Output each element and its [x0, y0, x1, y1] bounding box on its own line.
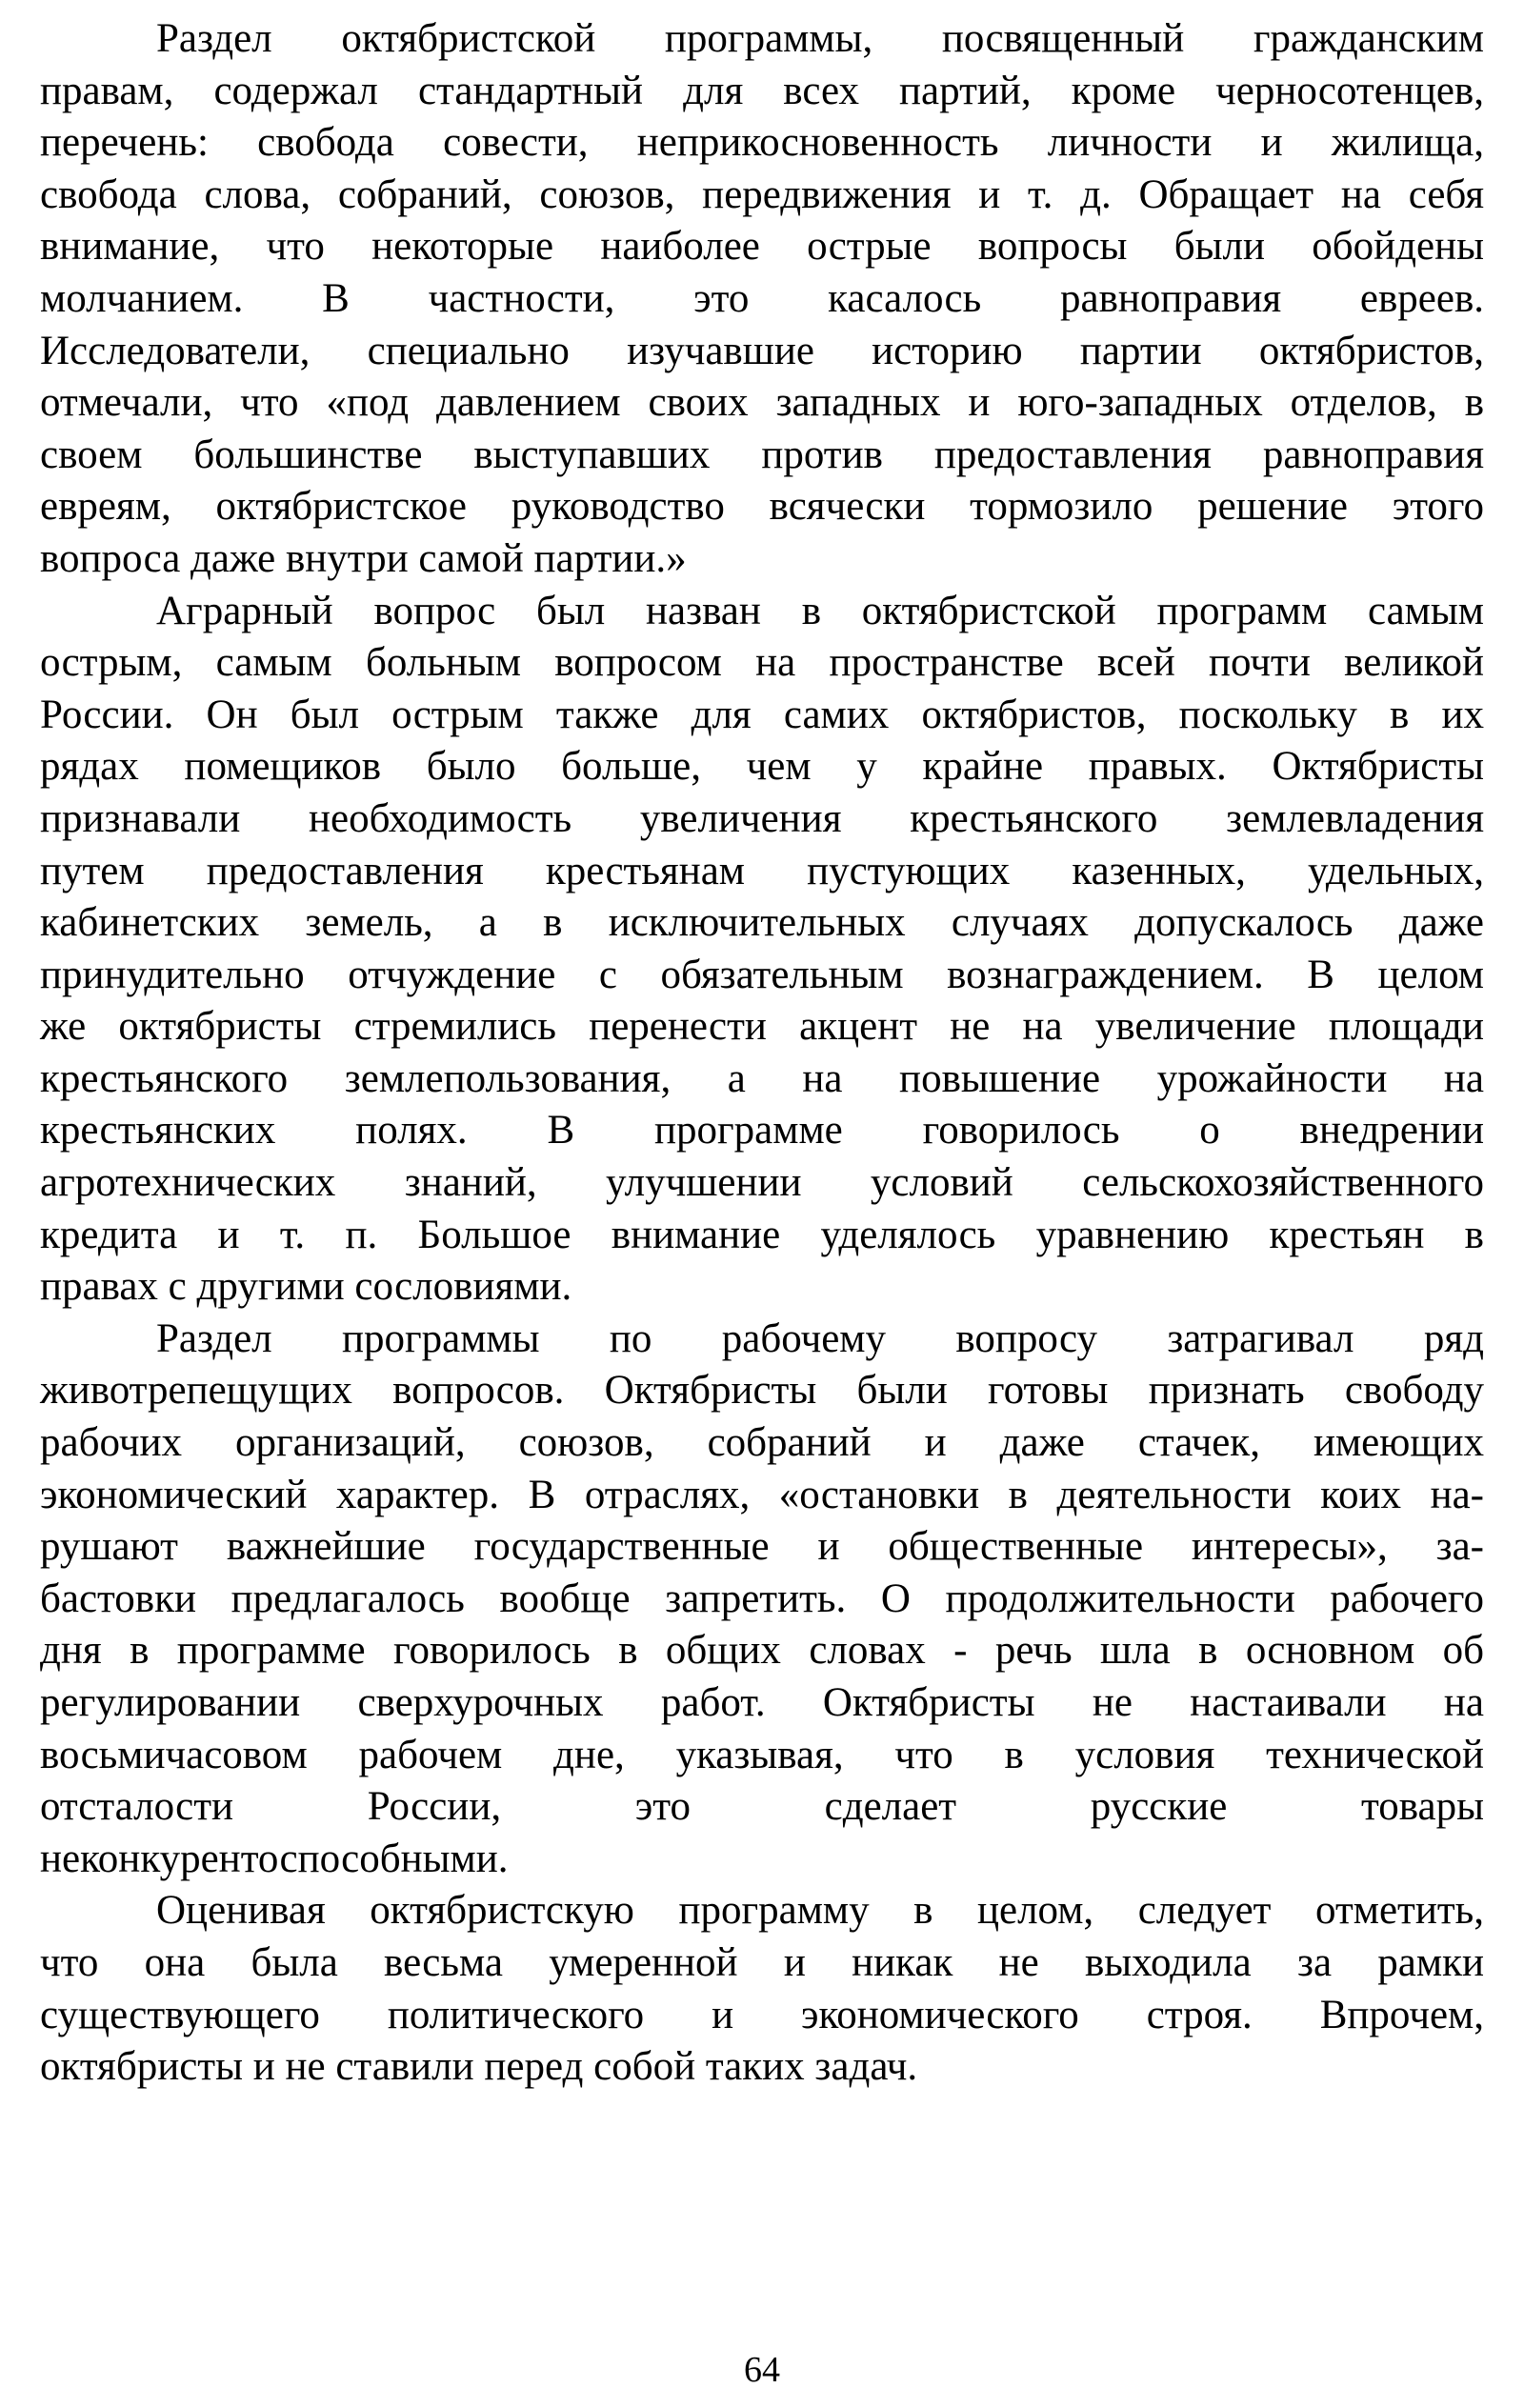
text-line: Раздел программы по рабочему вопросу затрагивал ряд — [156, 1315, 1484, 1361]
page-body — [40, 13, 1484, 2094]
paragraphs — [40, 13, 1484, 2094]
paragraph — [40, 1314, 1484, 1886]
text-line: рушают важнейшие государственные и общественные интересы», за- — [40, 1524, 1484, 1570]
text-line: рабочих организаций, союзов, собраний и даже стачек, имеющих — [40, 1420, 1484, 1466]
text-line: внимание, что некоторые наиболее острые вопросы были обойдены — [40, 224, 1484, 270]
page-number: 64 — [744, 2350, 780, 2390]
text-line: бастовки предлагалось вообще запретить. О продолжительности рабочего — [40, 1575, 1484, 1621]
text-line: молчанием. В частности, это касалось равноправия евреев. — [40, 275, 1484, 321]
text-line: октябристы и не ставили перед собой таких задач. — [40, 2044, 918, 2090]
text-line: крестьянских полях. В программе говорилось о внедрении — [40, 1108, 1484, 1154]
text-line: России. Он был острым также для самих октябристов, поскольку в их — [40, 692, 1484, 737]
text-line: животрепещущих вопросов. Октябристы были готовы признать свободу — [40, 1368, 1484, 1414]
text-line: кредита и т. п. Большое внимание уделялось уравнению крестьян в — [40, 1212, 1484, 1257]
text-line: своем большинстве выступавших против предоставления равноправия — [40, 431, 1484, 477]
paragraph — [40, 1885, 1484, 2093]
paragraph — [40, 13, 1484, 586]
text-line: неконкурентоспособными. — [40, 1836, 509, 1881]
text-line: правах с другими сословиями. — [40, 1264, 572, 1310]
text-line: путем предоставления крестьянам пустующих казенных, удельных, — [40, 848, 1484, 893]
paragraph — [40, 586, 1484, 1314]
text-line: вопроса даже внутри самой партии.» — [40, 535, 687, 581]
text-line: признавали необходимость увеличения крестьянского землевладения — [40, 795, 1484, 841]
text-line: кабинетских земель, а в исключительных случаях допускалось даже — [40, 900, 1484, 946]
text-line: перечень: свобода совести, неприкосновенность личности и жилища, — [40, 120, 1484, 166]
text-line: Аграрный вопрос был назван в октябристской программ самым — [156, 588, 1484, 633]
text-line: дня в программе говорилось в общих словах - речь шла в основном об — [40, 1628, 1484, 1674]
text-line: отмечали, что «под давлением своих западных и юго-западных отделов, в — [40, 380, 1484, 426]
text-line: регулировании сверхурочных работ. Октябристы не настаивали на — [40, 1680, 1484, 1725]
text-line: правам, содержал стандартный для всех партий, кроме черносотенцев, — [40, 68, 1484, 113]
text-line: принудительно отчуждение с обязательным вознаграждением. В целом — [40, 952, 1484, 997]
text-line: что она была весьма умеренной и никак не выходила за рамки — [40, 1939, 1484, 1985]
text-line: агротехнических знаний, улучшении условий сельскохозяйственного — [40, 1160, 1484, 1206]
text-line: же октябристы стремились перенести акцент не на увеличение площади — [40, 1004, 1484, 1050]
text-line: Оценивая октябристскую программу в целом, следует отметить, — [156, 1888, 1484, 1934]
text-line: крестьянского землепользования, а на повышение урожайности на — [40, 1055, 1484, 1101]
text-line: Исследователи, специально изучавшие историю партии октябристов, — [40, 328, 1484, 373]
text-line: экономический характер. В отраслях, «остановки в деятельности коих на- — [40, 1472, 1484, 1517]
text-line: Раздел октябристской программы, посвященный гражданским — [156, 16, 1484, 61]
text-line: отсталости России, это сделает русские товары — [40, 1784, 1484, 1830]
text-line: восьмичасовом рабочем дне, указывая, что в условия технической — [40, 1732, 1484, 1777]
text-line: свобода слова, собраний, союзов, передвижения и т. д. Обращает на себя — [40, 171, 1484, 217]
text-line: острым, самым больным вопросом на пространстве всей почти великой — [40, 640, 1484, 686]
text-line: евреям, октябристское руководство всячески тормозило решение этого — [40, 484, 1484, 530]
text-line: рядах помещиков было больше, чем у крайне правых. Октябристы — [40, 744, 1484, 790]
text-line: существующего политического и экономического строя. Впрочем, — [40, 1992, 1484, 2037]
